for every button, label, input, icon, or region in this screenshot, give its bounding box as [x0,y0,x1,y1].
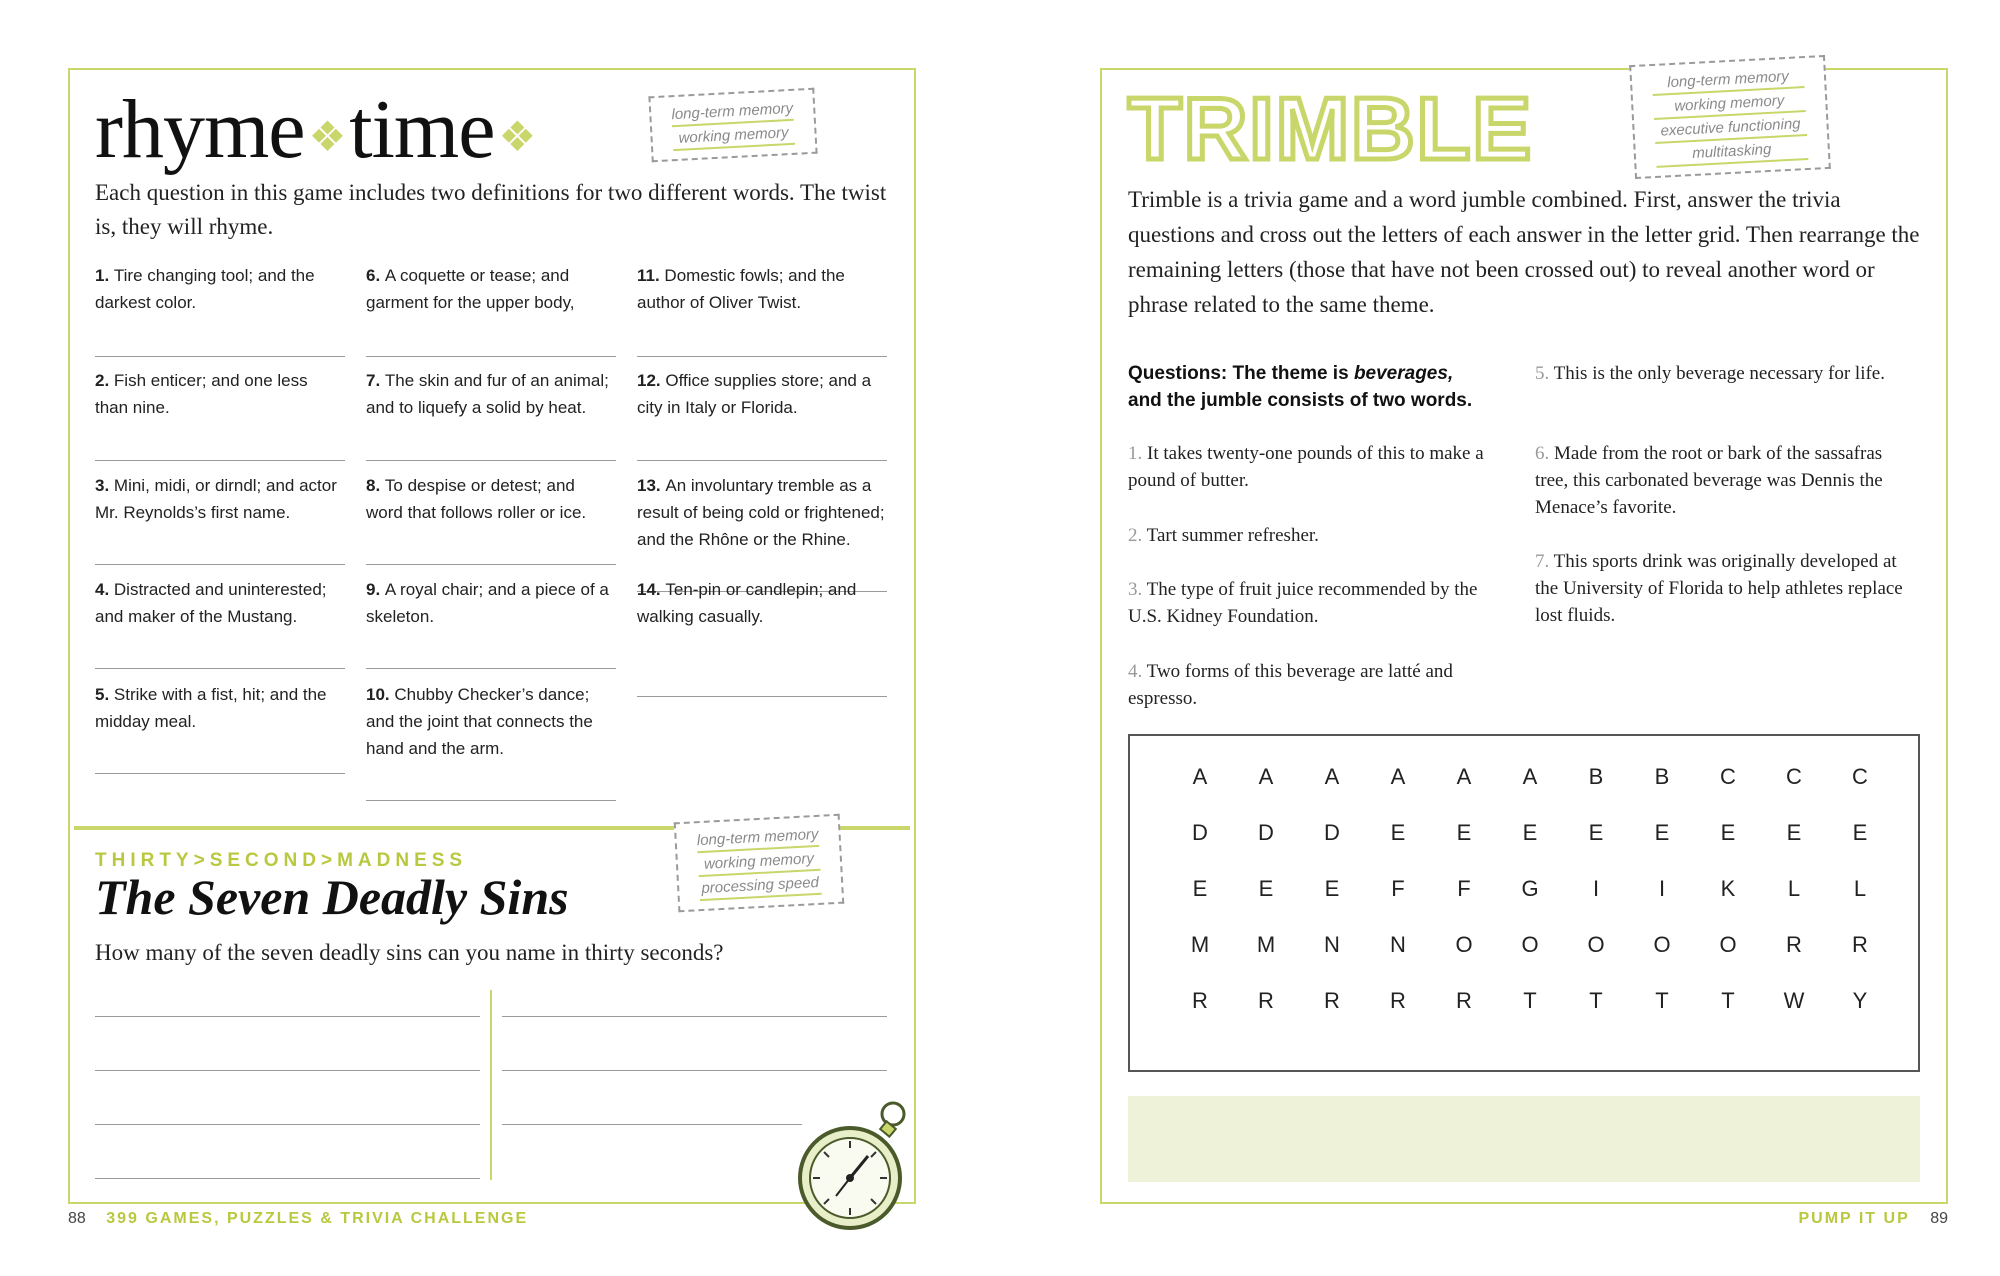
trivia-question [1535,548,1915,629]
skills-tag-box [648,88,817,163]
grid-letter[interactable]: D [1324,820,1340,845]
question-number: 9. [366,580,385,599]
grid-letter[interactable]: E [1324,876,1340,901]
trivia-question [1535,360,1915,387]
grid-letter[interactable]: R [1852,932,1868,957]
trimble-intro: Trimble is a trivia game and a word jumble combined. First, answer the trivia questions and cross out the letters of each answer in the letter grid. Then rearrange the remaining letters (those that have not been crossed out) to reveal another word or phrase related to the same theme. [1128,187,1920,317]
title-word-2: time [349,83,495,176]
stopwatch-icon [790,1098,916,1232]
answer-line[interactable] [366,460,616,461]
question-number: 11. [637,266,665,285]
section-skills-tag-box [674,814,844,913]
grid-letter[interactable]: N [1390,932,1406,957]
heading-text: and the jumble consists of two words. [1128,390,1473,411]
grid-letter[interactable]: E [1720,820,1736,845]
grid-letter[interactable]: O [1653,932,1671,957]
question-text: The type of fruit juice recommended by the U.S. Kidney Foundation. [1128,579,1478,627]
question-number: 5. [1535,363,1554,384]
question-number: 7. [366,371,385,390]
question-text: It takes twenty-one pounds of this to make a pound of butter. [1128,443,1484,491]
rhyme-question [95,472,345,526]
grid-letter[interactable]: L [1853,876,1867,901]
grid-letter[interactable]: T [1523,988,1537,1013]
question-text: A royal chair; and a piece of a skeleton. [366,580,609,626]
grid-letter[interactable]: B [1588,764,1604,789]
trivia-question [1128,522,1508,549]
answer-line[interactable] [637,460,887,461]
grid-letter[interactable]: E [1192,876,1208,901]
question-text: Fish enticer; and one less than nine. [95,371,308,417]
rhyme-question [95,576,345,630]
question-number: 10. [366,685,395,704]
grid-letter[interactable]: A [1324,764,1340,789]
answer-line[interactable] [95,1016,480,1017]
question-text: A coquette or tease; and garment for the upper body, [366,266,575,312]
skill-tag: long-term memory [671,99,794,127]
grid-letter[interactable]: C [1720,764,1736,789]
rhyme-question [366,681,616,762]
question-number: 13. [637,476,666,495]
grid-letter[interactable]: E [1390,820,1406,845]
grid-letter[interactable]: O [1455,932,1473,957]
question-number: 3. [95,476,114,495]
grid-letter[interactable]: I [1592,876,1600,901]
grid-letter[interactable]: R [1390,988,1406,1013]
page-number: 88 [68,1210,86,1227]
question-number: 12. [637,371,666,390]
question-text: Office supplies store; and a city in Italy or Florida. [637,371,872,417]
answer-line[interactable] [502,1016,887,1017]
question-number: 7. [1535,551,1554,572]
rhyme-question [95,681,345,735]
skill-tag: long-term memory [1652,66,1805,96]
heading-text: Questions: The theme is [1128,363,1354,384]
book-title: 399 GAMES, PUZZLES & TRIVIA CHALLENGE [106,1210,529,1227]
grid-letter[interactable]: O [1587,932,1605,957]
answer-line[interactable] [366,356,616,357]
grid-letter[interactable]: R [1324,988,1340,1013]
question-number: 6. [1535,443,1554,464]
grid-letter[interactable]: O [1521,932,1539,957]
grid-letter[interactable]: C [1852,764,1868,789]
question-text: Tire changing tool; and the darkest color. [95,266,315,312]
grid-letter[interactable]: T [1589,988,1603,1013]
rhyme-question [366,262,616,316]
question-text: An involuntary tremble as a result of being cold or frightened; and the Rhône or the Rhine. [637,476,885,549]
rhyme-question [95,367,345,421]
question-text: This sports drink was originally developed at the University of Florida to help athletes replace lost fluids. [1535,551,1903,626]
grid-letter[interactable]: E [1852,820,1868,845]
grid-letter[interactable]: C [1786,764,1802,789]
answer-line[interactable] [95,1124,480,1125]
grid-letter[interactable]: R [1786,932,1802,957]
question-text: Strike with a fist, hit; and the midday meal. [95,685,327,731]
skill-tag: working memory [672,123,795,151]
rhyme-question [95,262,345,316]
answer-line[interactable] [95,773,345,774]
grid-letter[interactable]: E [1654,820,1670,845]
answer-line[interactable] [637,696,887,697]
answer-line[interactable] [502,1124,802,1125]
grid-letter[interactable]: E [1522,820,1538,845]
questions-heading [1128,360,1528,414]
trivia-question [1128,440,1508,494]
grid-letter[interactable]: D [1258,820,1274,845]
answer-line[interactable] [95,1070,480,1071]
section-label: THIRTY>SECOND>MADNESS [95,850,468,871]
heading-theme: beverages, [1353,363,1454,384]
grid-letter[interactable]: A [1258,764,1274,789]
grid-letter[interactable]: E [1786,820,1802,845]
grid-letter[interactable]: R [1192,988,1208,1013]
grid-letter[interactable]: T [1655,988,1669,1013]
question-number: 2. [95,371,114,390]
grid-letter[interactable]: I [1658,876,1666,901]
question-text: This is the only beverage necessary for life. [1553,363,1885,384]
question-text: Domestic fowls; and the author of Oliver Twist. [637,266,845,312]
skill-tag: working memory [1653,90,1806,120]
trivia-question [1535,440,1915,521]
rhyme-question [637,472,887,553]
question-number: 14. [637,580,666,599]
grid-letter[interactable]: R [1456,988,1472,1013]
rhyme-intro: Each question in this game includes two definitions for two different words. The twist is, they will rhyme. [95,180,887,239]
grid-letter[interactable]: F [1391,876,1405,901]
question-text: Ten-pin or candlepin; and walking casually. [637,580,857,626]
diamond-ornament-icon: ❖ [308,114,346,161]
question-text: To despise or detest; and word that follows roller or ice. [366,476,587,522]
right-footer [1798,1210,1948,1228]
question-number: 8. [366,476,385,495]
title-word-1: rhyme [95,83,305,176]
question-text: Chubby Checker’s dance; and the joint that connects the hand and the arm. [366,685,593,758]
question-text: Tart summer refresher. [1146,525,1319,546]
rhyme-question [637,367,887,421]
grid-letter[interactable]: A [1192,764,1208,789]
grid-letter[interactable]: F [1457,876,1471,901]
rhyme-time-title [95,80,539,188]
grid-letter[interactable]: K [1720,876,1736,901]
grid-letter[interactable]: E [1456,820,1472,845]
answer-line[interactable] [95,356,345,357]
answer-line[interactable] [95,1178,480,1179]
column-separator [490,990,492,1180]
question-number: 4. [1128,661,1147,682]
grid-letter[interactable]: A [1456,764,1472,789]
grid-letter[interactable]: B [1654,764,1670,789]
skill-tag: working memory [698,849,821,877]
question-number: 1. [95,266,114,285]
section-title: The Seven Deadly Sins [95,869,569,925]
grid-letter[interactable]: M [1190,932,1210,957]
answer-line[interactable] [95,460,345,461]
grid-letter[interactable]: O [1719,932,1737,957]
grid-letter[interactable]: E [1588,820,1604,845]
grid-letter[interactable]: D [1192,820,1208,845]
question-text: Made from the root or bark of the sassafras tree, this carbonated beverage was Dennis the Menace’s favorite. [1535,443,1883,518]
answer-line[interactable] [95,564,345,565]
skills-tag-box [1629,55,1831,179]
section-prompt: How many of the seven deadly sins can you name in thirty seconds? [95,940,724,965]
trivia-question [1128,658,1508,712]
rhyme-question [366,472,616,526]
rhyme-question [366,576,616,630]
skill-tag: processing speed [699,873,822,901]
grid-letter[interactable]: E [1258,876,1274,901]
question-text: Mini, midi, or dirndl; and actor Mr. Reynolds’s first name. [95,476,337,522]
rhyme-question [366,367,616,421]
answer-line[interactable] [637,356,887,357]
question-text: The skin and fur of an animal; and to liquefy a solid by heat. [366,371,609,417]
grid-letter[interactable]: N [1324,932,1340,957]
skill-tag: multitasking [1655,138,1808,168]
question-text: Two forms of this beverage are latté and espresso. [1128,661,1453,709]
rhyme-question [637,262,887,316]
diamond-ornament-icon: ❖ [498,114,536,161]
chapter-title: PUMP IT UP [1798,1210,1910,1227]
grid-letter[interactable]: L [1787,876,1801,901]
grid-letter[interactable]: G [1521,876,1539,901]
answer-line[interactable] [502,1070,887,1071]
grid-letter[interactable]: T [1721,988,1735,1013]
grid-letter[interactable]: W [1783,988,1805,1013]
jumble-answer-box[interactable] [1128,1096,1920,1182]
skill-tag: executive functioning [1654,114,1807,144]
rhyme-question [637,576,887,630]
grid-letter[interactable]: R [1258,988,1274,1013]
skill-tag: long-term memory [696,825,819,853]
answer-line[interactable] [366,800,616,801]
trivia-question [1128,576,1508,630]
answer-line[interactable] [366,668,616,669]
grid-letter[interactable]: A [1522,764,1538,789]
question-number: 1. [1128,443,1147,464]
grid-letter[interactable]: M [1256,932,1276,957]
answer-line[interactable] [95,668,345,669]
letter-grid [1128,734,1920,1072]
left-footer [68,1210,528,1228]
grid-letter[interactable]: A [1390,764,1406,789]
question-number: 6. [366,266,385,285]
question-text: Distracted and uninterested; and maker of the Mustang. [95,580,327,626]
answer-line[interactable] [366,564,616,565]
question-number: 4. [95,580,114,599]
question-number: 2. [1128,525,1147,546]
trimble-title: TRIMBLE [1128,79,1534,178]
question-number: 5. [95,685,114,704]
question-number: 3. [1128,579,1147,600]
page-number: 89 [1930,1210,1948,1227]
grid-letter[interactable]: Y [1852,988,1868,1013]
